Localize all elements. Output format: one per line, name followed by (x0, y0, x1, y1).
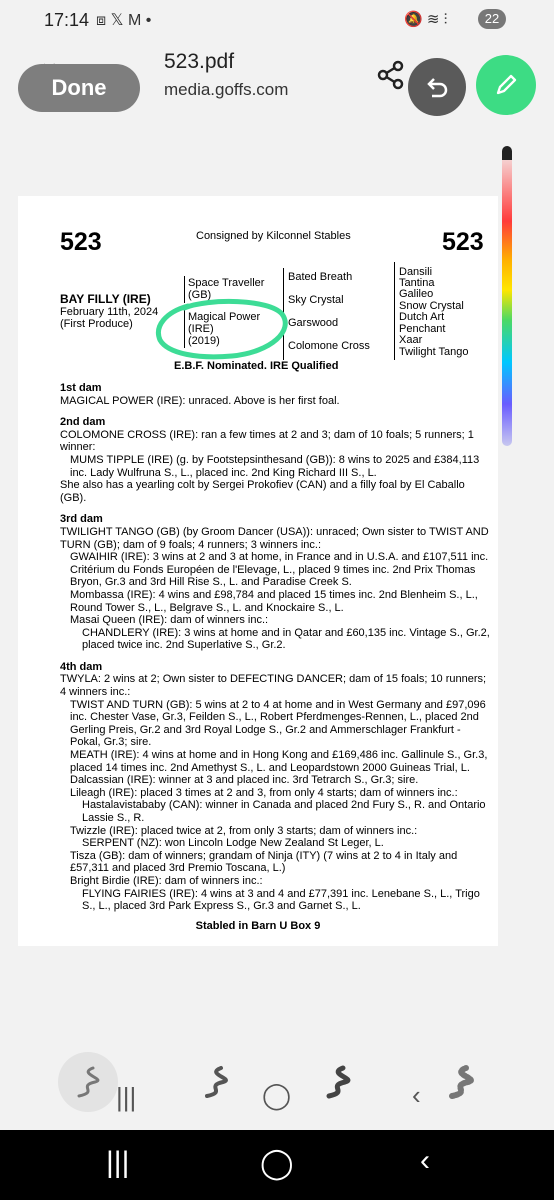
third-dam-heading: 3rd dam (60, 513, 103, 526)
second-dam-winner: MUMS TIPPLE (IRE) (g. by Footstepsinthesand (GB)): 8 wins to 2025 and £384,113 inc. Lady Wulfruna S., L., placed inc. 2nd King Richard III S., L. (70, 453, 480, 479)
grandsire-2: Garswood (288, 317, 339, 329)
undo-icon (422, 72, 452, 102)
notification-icons: ⧈ 𝕏 M • (96, 12, 152, 29)
done-button[interactable]: Done (18, 64, 140, 112)
overlay-back-icon: ‹ (412, 1080, 421, 1110)
squiggle-eraser-icon (446, 1062, 478, 1102)
home-button[interactable]: ◯ (260, 1147, 294, 1180)
fourth-dam-winner: MEATH (IRE): 4 wins at home and in Hong Kong and £169,486 inc. Gallinule S., Gr.3, placed 14 times inc. 2nd Amethyst S., L. and Leopardstown 2000 Guineas Trial, L. (70, 749, 488, 774)
fourth-dam-winner: TWIST AND TURN (GB): 5 wins at 2 to 4 at home and in West Germany and £97,096 inc. Chester Vase, Gr.3, Feilden S., L., Robert Pferdmenges-Rennen, L., placed 2nd Gerling Preis, Gr.2 and 3rd Royal Lodge S., Gr.2 and Ammerschlager Frankfurt - Pokal, Gr.3; sire. (70, 698, 486, 749)
sire-name: Space Traveller (188, 277, 265, 289)
fourth-dam-grandchild: SERPENT (NZ): won Lincoln Lodge New Zealand St Leger, L. (82, 837, 384, 850)
third-dam-grandchild: CHANDLERY (IRE): 3 wins at home and in Qatar and £60,135 inc. Vintage S., Gr.2, placed twice inc. 2nd Superlative S., Gr.2. (82, 626, 490, 652)
fourth-dam-heading: 4th dam (60, 660, 103, 673)
dam-year: (2019) (188, 335, 220, 347)
squiggle-pen-icon (73, 1062, 103, 1102)
third-dam-winner: Mombassa (IRE): 4 wins and £98,784 and placed 15 times inc. 2nd Blenheim S., L., Round Tower S., L., Belgrave S., L. and Knockaire S., L. (70, 588, 478, 614)
ancestor-2: Tantina (399, 277, 435, 289)
third-dam-daughter: Masai Queen (IRE): dam of winners inc.: (70, 614, 269, 627)
color-palette-scrollbar[interactable] (502, 146, 512, 446)
pedigree-bracket (394, 262, 395, 360)
highlighter-tool-button[interactable] (308, 1052, 368, 1112)
second-dam-heading: 2nd dam (60, 416, 106, 429)
first-dam-text: MAGICAL POWER (IRE): unraced. Above is her first foal. (60, 394, 340, 407)
ancestor-4: Snow Crystal (399, 300, 464, 312)
pdf-page (18, 196, 498, 946)
overlay-recents-icon: ||| (116, 1082, 137, 1112)
grandsire-1: Bated Breath (288, 271, 353, 283)
squiggle-marker-icon (201, 1062, 231, 1102)
ancestor-7: Xaar (399, 334, 423, 346)
eraser-tool-button[interactable] (432, 1052, 492, 1112)
status-bar (0, 0, 554, 40)
fourth-dam-grandchild: Hastalavistababy (CAN): winner in Canada and placed 2nd Fury S., R. and Ontario Lassie S., R. (82, 799, 486, 824)
pencil-icon (492, 71, 520, 99)
battery-icon: 22 (478, 9, 506, 29)
produce-note: (First Produce) (60, 318, 133, 330)
ancestor-3: Galileo (399, 288, 434, 300)
recents-button[interactable]: ||| (106, 1146, 130, 1179)
lot-number-left: 523 (60, 228, 102, 256)
horse-title: BAY FILLY (IRE) (60, 292, 151, 306)
fourth-dam-text: TWYLA: 2 wins at 2; Own sister to DEFECTING DANCER; dam of 15 foals; 10 runners; 4 winners inc.: (60, 673, 487, 699)
first-dam-heading: 1st dam (60, 382, 102, 394)
undo-button[interactable] (408, 58, 466, 116)
squiggle-highlighter-icon (323, 1062, 353, 1102)
fourth-dam-daughter: Lileagh (IRE): placed 3 times at 2 and 3, from only 4 starts; dam of winners inc.: (70, 786, 458, 799)
share-icon[interactable] (376, 60, 406, 90)
system-icons: 🔕 ≋ ⫶ (404, 11, 448, 28)
fourth-dam-daughter: Twizzle (IRE): placed twice at 2, from only 3 starts; dam of winners inc.: (70, 824, 418, 837)
stabled-location: Stabled in Barn U Box 9 (195, 920, 321, 932)
granddam-1: Sky Crystal (288, 294, 344, 306)
fourth-dam-daughter: Bright Birdie (IRE): dam of winners inc.: (70, 874, 263, 887)
granddam-2: Colomone Cross (288, 340, 370, 352)
file-source: media.goffs.com (164, 80, 289, 99)
overlay-home-icon: ◯ (262, 1080, 292, 1110)
consigned-by: Consigned by Kilconnel Stables (196, 230, 351, 242)
second-dam-text: COLOMONE CROSS (IRE): ran a few times at 2 and 3; dam of 10 foals; 5 runners; 1 winner: (60, 428, 474, 454)
sire-origin: (GB) (188, 289, 212, 301)
ancestor-1: Dansili (399, 266, 433, 278)
system-navigation-bar (0, 1130, 554, 1200)
pen-tool-button[interactable] (58, 1052, 118, 1112)
fourth-dam-grandchild: FLYING FAIRIES (IRE): 4 wins at 3 and 4 and £77,391 inc. Lenebane S., L., Trigo S., L., placed 3rd Park Express S., Gr.3 and Garnet S., L. (82, 887, 480, 913)
ancestor-6: Penchant (399, 323, 446, 335)
back-button[interactable]: ‹ (420, 1144, 430, 1177)
pedigree-text (60, 382, 494, 913)
dam-origin: (IRE) (188, 323, 214, 335)
edit-button[interactable] (476, 55, 536, 115)
second-dam-note: She also has a yearling colt by Sergei Prokofiev (CAN) and a filly foal by El Caballo (GB). (60, 479, 465, 504)
status-time: 17:14 (44, 10, 90, 30)
file-name: 523.pdf (164, 50, 235, 73)
third-dam-winner: GWAIHIR (IRE): 3 wins at 2 and 3 at home, in France and in U.S.A. and £107,511 inc. Critérium du Fonds Européen de l'Elevage, L., placed 9 times inc. 2nd Prix Thomas Bryon, Gr.3 and 3rd Hill Rise S., L. and Paradise Creek S. (70, 551, 489, 589)
ancestor-5: Dutch Art (399, 311, 445, 323)
fourth-dam-winner: Dalcassian (IRE): winner at 3 and placed inc. 3rd Tetrarch S., Gr.3; sire. (70, 774, 419, 787)
fourth-dam-daughter: Tisza (GB): dam of winners; grandam of Ninja (ITY) (7 wins at 2 to 4 in Italy and £57,311 and placed 3rd Premio Toscana, L.) (70, 849, 458, 875)
foaled-date: February 11th, 2024 (60, 306, 159, 318)
lot-number-right: 523 (442, 228, 484, 256)
highlight-circle (154, 296, 294, 366)
annotation-toolbar (0, 1050, 554, 1130)
third-dam-text: TWILIGHT TANGO (GB) (by Groom Dancer (USA)): unraced; Own sister to TWIST AND TURN (GB); dam of 9 foals; 4 runners; 3 winners inc.: (60, 525, 489, 551)
nomination-line: E.B.F. Nominated. IRE Qualified (174, 360, 339, 372)
marker-tool-button[interactable] (186, 1052, 246, 1112)
dam-name: Magical Power (188, 311, 261, 323)
ancestor-8: Twilight Tango (399, 346, 469, 358)
